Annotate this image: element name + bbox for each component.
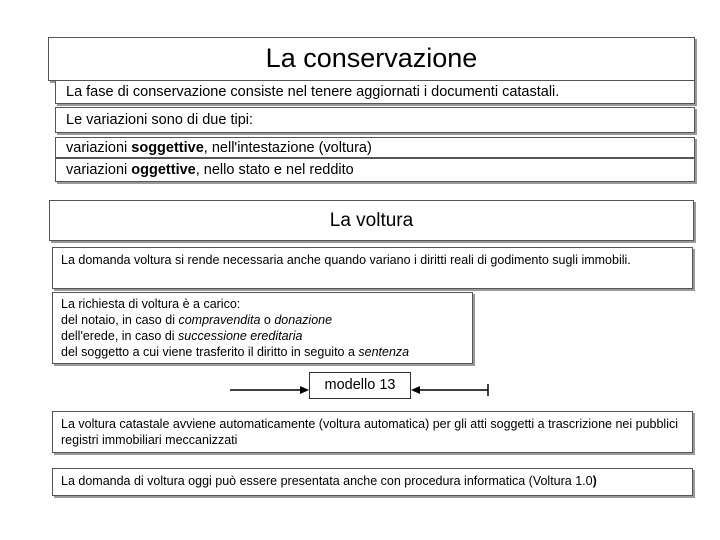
objective-prefix: variazioni: [66, 162, 132, 178]
automatic-voltura-text: La voltura catastale avviene automaticamente (voltura automatica) per gli atti soggetti a trascrizione nei pubblici registri immobiliari meccanizzati: [61, 417, 678, 447]
intro-text: La fase di conservazione consiste nel tenere aggiornati i documenti catastali.: [66, 84, 560, 100]
objective-suffix: , nello stato e nel reddito: [195, 162, 354, 178]
right-arrow-head: [411, 386, 420, 394]
heir-prefix: dell'erede, in caso di: [61, 329, 179, 343]
notary-prefix: del notaio, in caso di: [61, 313, 179, 327]
subject-term: sentenza: [358, 345, 410, 359]
online-voltura-box: [52, 468, 693, 496]
heir-term: successione ereditaria: [178, 329, 303, 343]
responsibility-heading: La richiesta di voltura è a carico:: [61, 297, 241, 311]
voltura-requirement-text: La domanda voltura si rende necessaria anche quando variano i diritti reali di godimento sugli immobili.: [61, 253, 631, 267]
page-title: La conservazione: [265, 43, 478, 73]
subjective-suffix: , nell'intestazione (voltura): [203, 140, 372, 156]
notary-middle: o: [260, 313, 275, 327]
modello-label: modello 13: [324, 377, 396, 393]
online-voltura-body: La domanda di voltura oggi può essere presentata anche con procedura informatica (Voltura 1.0: [61, 474, 593, 488]
automatic-voltura-box: [52, 411, 693, 453]
variation-types-label: Le variazioni sono di due tipi:: [66, 112, 254, 128]
left-arrow-head: [300, 386, 309, 394]
subjective-prefix: variazioni: [66, 140, 132, 156]
voltura-heading: La voltura: [329, 210, 414, 231]
notary-term-donazione: donazione: [274, 313, 333, 327]
modello-13-box: [309, 372, 411, 399]
online-voltura-text: [53, 469, 692, 489]
online-voltura-closing: ): [592, 474, 597, 488]
objective-emphasis: oggettive: [131, 162, 196, 178]
subjective-emphasis: soggettive: [131, 140, 204, 156]
subject-prefix: del soggetto a cui viene trasferito il diritto in seguito a: [61, 345, 359, 359]
notary-term-compravendita: compravendita: [178, 313, 261, 327]
